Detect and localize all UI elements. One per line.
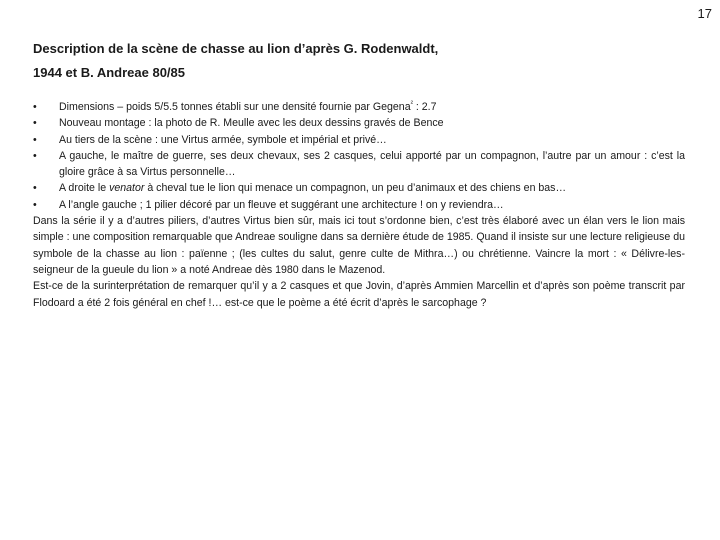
bullet-dimensions-text: Dimensions – poids 5/5.5 tonnes établi sur une densité fournie par Gegena [59, 101, 411, 113]
title-line-1: Description de la scène de chasse au lion d’après G. Rodenwaldt, [33, 41, 439, 56]
bullet-list [33, 99, 685, 213]
document-body [33, 99, 685, 311]
paragraph-series: Dans la série il y a d’autres piliers, d’autres Virtus bien sûr, mais ici tout s’ordonne bien, c’est très élaboré avec un élan vers le lion mais simple : une composition remarquable que Andreae souligne dans sa dernière étude de 1985. Quand il insiste sur une lecture religieuse du symbole de la chasse au lion : païenne ; (les cultes du salut, genre culte de Mithra…) ou chrétienne. Vaincre la mort : « Délivre-les-seigneur de la gueule du lion » a noté Andreae dès 1980 dans le Mazenod. [33, 215, 685, 276]
paragraph-question: Est-ce de la surinterprétation de remarquer qu’il y a 2 casques et que Jovin, d’après Ammien Marcellin et d’après son poème transcrit par Flodoard a été 2 fois général en chef !… est-ce que le poème a été écrit d’après le sarcophage ? [33, 280, 685, 309]
bullet-right-prefix: A droite le [59, 182, 110, 195]
bullet-item-dimensions [33, 99, 685, 115]
bullet-item-montage: • Nouveau montage : la photo de R. Meulle avec les deux dessins gravés de Bence [33, 115, 685, 131]
bullet-item-right-scene [33, 180, 685, 196]
page-number: 17 [697, 6, 712, 21]
bullet-item-pillar: • A l’angle gauche ; 1 pilier décoré par un fleuve et suggérant une architecture ! on y reviendra… [33, 197, 685, 213]
bullet-dimensions-tail: : 2.7 [412, 101, 437, 113]
bullet-right-suffix: à cheval tue le lion qui menace un compagnon, un peu d’animaux et des chiens en bas… [144, 182, 567, 195]
bullet-item-virtus: • Au tiers de la scène : une Virtus armée, symbole et impérial et privé… [33, 132, 685, 148]
document-title [33, 37, 673, 85]
title-line-2: 1944 et B. Andreae 80/85 [33, 65, 185, 80]
superscript: ² [410, 100, 413, 108]
venator-term: venator [109, 182, 145, 195]
bullet-item-left-scene: • A gauche, le maître de guerre, ses deux chevaux, ses 2 casques, celui apporté par un compagnon, l’autre par un amour : c’est la gloire grâce à sa Virtus personnelle… [33, 148, 685, 181]
